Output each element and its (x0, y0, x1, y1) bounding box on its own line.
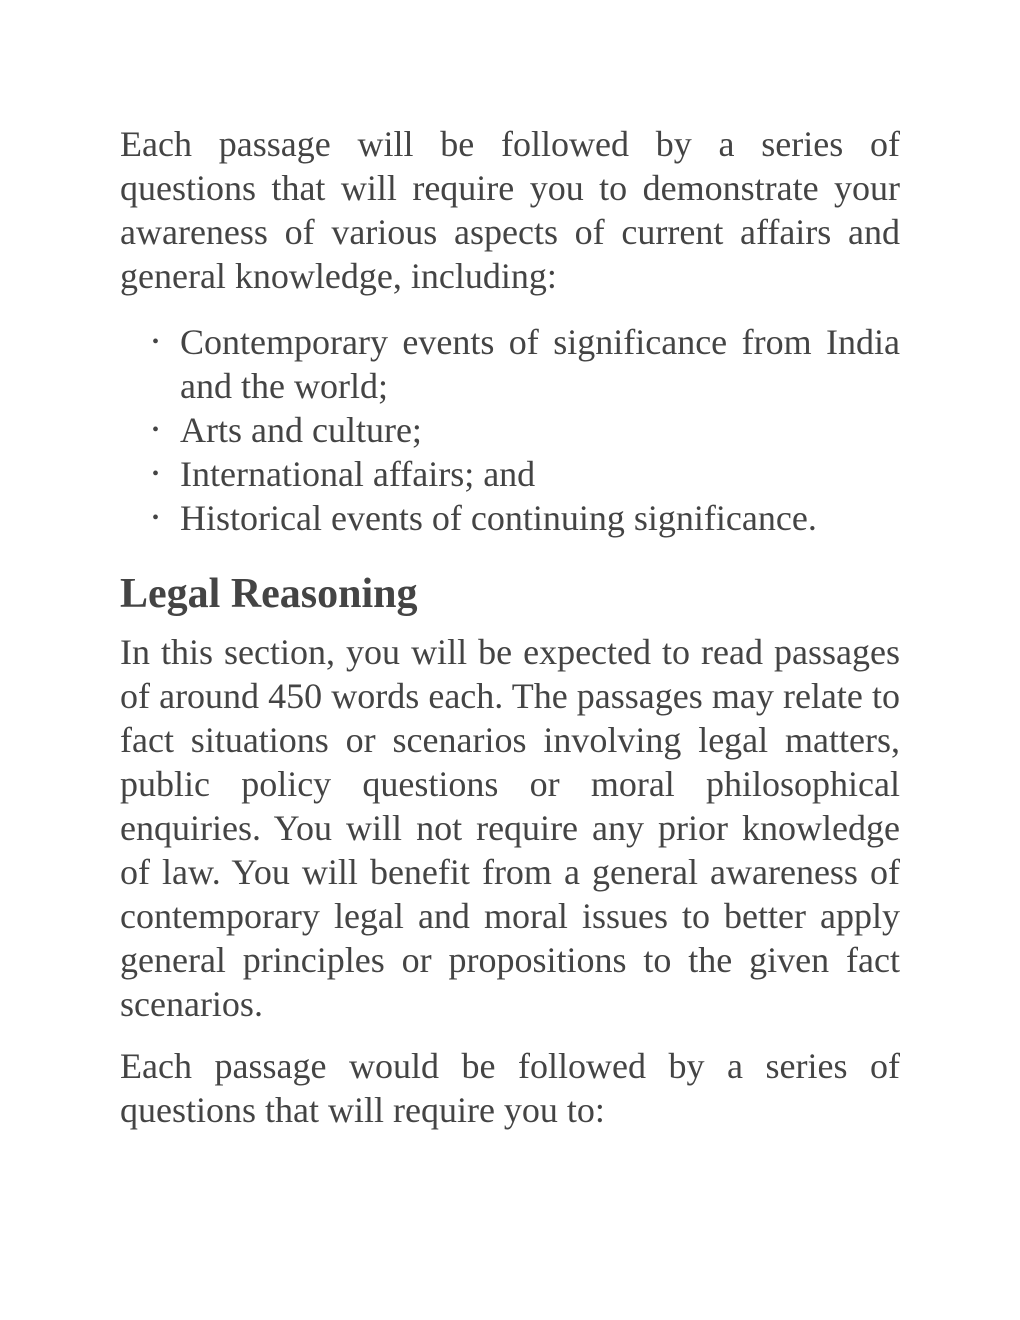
bullet-icon: • (152, 463, 160, 485)
list-item (152, 452, 900, 496)
list-item-text: Contemporary events of significance from India and the world; (180, 322, 900, 406)
bullet-icon: • (152, 331, 160, 353)
follow-up-paragraph: Each passage would be followed by a series of questions that will require you to: (120, 1046, 900, 1130)
bullet-icon: • (152, 507, 160, 529)
section-heading: Legal Reasoning (120, 571, 418, 617)
list-item (152, 408, 900, 452)
intro-paragraph: Each passage will be followed by a series of questions that will require you to demonstrate your awareness of various aspects of current affairs and general knowledge, including: (120, 124, 900, 296)
list-item-text: Arts and culture; (180, 410, 422, 450)
list-item (152, 320, 900, 408)
topics-list (120, 320, 900, 540)
list-item-text: Historical events of continuing significance. (180, 498, 817, 538)
bullet-icon: • (152, 419, 160, 441)
list-item (152, 496, 900, 540)
document-page (120, 122, 900, 1132)
list-item-text: International affairs; and (180, 454, 536, 494)
legal-reasoning-paragraph: In this section, you will be expected to read passages of around 450 words each. The passages may relate to fact situations or scenarios involving legal matters, public policy questions or moral philosophical enquiries. You will not require any prior knowledge of law. You will benefit from a general awareness of contemporary legal and moral issues to better apply general principles or propositions to the given fact scenarios. (120, 632, 900, 1024)
